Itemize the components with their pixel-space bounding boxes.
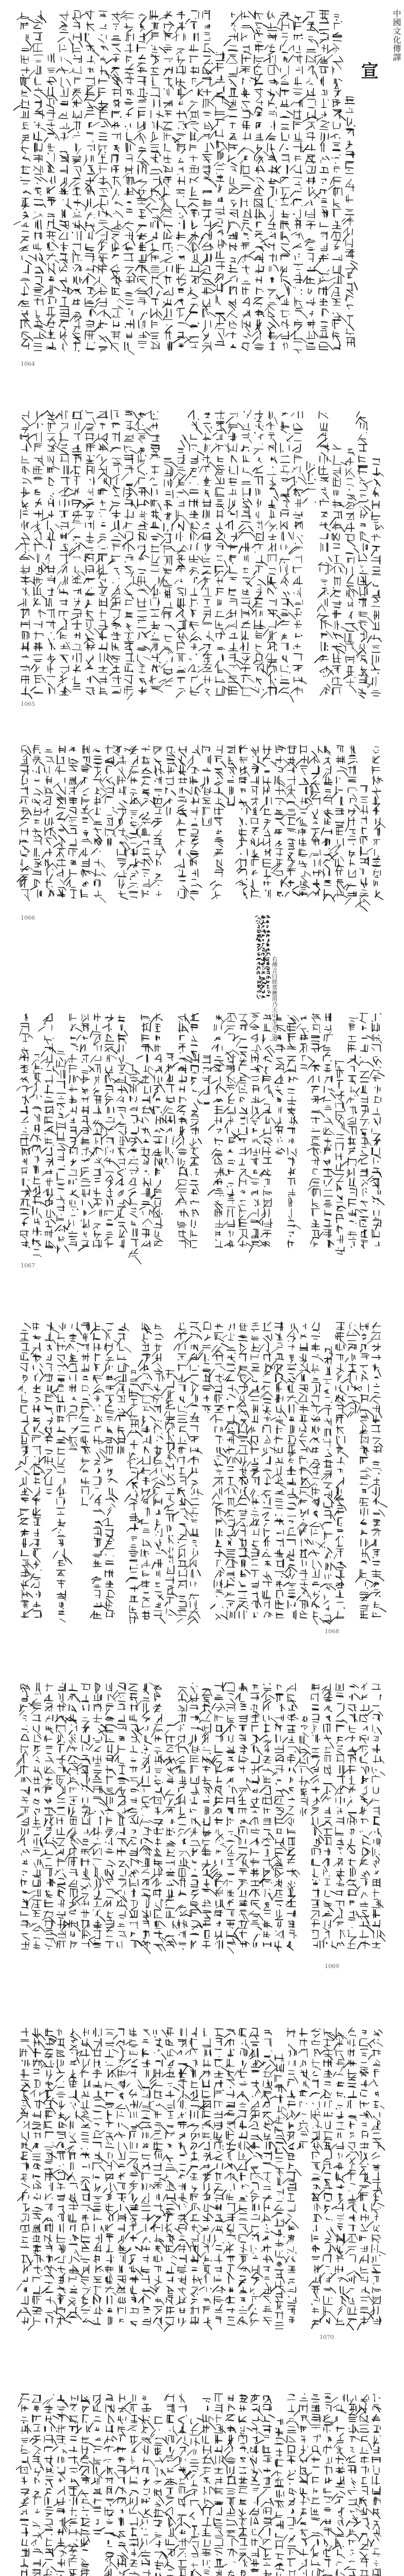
text-column [76,2028,94,2324]
text-column [354,2395,374,2576]
text-column [318,1013,335,1247]
text-column [221,1013,241,1247]
text-column [56,11,73,351]
text-column [221,2395,240,2576]
text-column [197,413,217,696]
text-column [249,2394,265,2576]
text-column [342,97,358,347]
text-column [68,11,86,351]
text-column [356,1683,374,1949]
text-column [342,1018,362,1247]
text-column [87,1683,107,1947]
text-column [26,1323,44,1618]
text-column [330,2395,349,2576]
text-column [309,2029,323,2329]
text-column [190,1013,203,1248]
text-column [315,412,333,696]
text-column [99,1683,119,1947]
text-column [113,1683,129,1948]
text-column [41,1683,57,1950]
text-column [198,1322,214,1413]
text-column [270,2054,289,2329]
text-column [208,1015,226,1247]
text-column [366,1323,388,1617]
text-column [356,2030,373,2330]
text-column [257,1014,276,1247]
text-column [15,1684,35,1950]
text-column [234,1683,250,1947]
text-column [245,1323,261,1617]
text-column [41,411,62,694]
text-block [17,2028,386,2331]
text-column [93,2028,108,2325]
text-column [284,2395,302,2576]
text-column [92,11,112,352]
text-column [200,745,212,826]
text-column [342,2395,362,2576]
text-column [367,1684,385,1948]
text-column [233,1013,252,1247]
text-column [65,2029,84,2323]
text-column [356,1013,374,1248]
text-column [271,1322,289,1618]
text-column [90,2395,103,2534]
text-column [210,745,228,899]
text-column [335,1060,350,1254]
folio-number: 1065 [21,701,35,707]
text-column [67,410,87,689]
text-column [257,2396,274,2576]
text-column [211,411,231,696]
text-column [150,1685,166,1951]
text-column [210,1683,227,1948]
text-column [272,1685,289,1952]
text-column [39,1013,59,1248]
text-block [17,1013,384,1264]
text-column [128,1064,144,1264]
text-column [124,1684,143,1948]
text-column [328,445,349,695]
text-column [89,1013,106,1248]
text-column [294,2394,314,2576]
text-column [342,2028,361,2330]
text-column [199,1055,211,1105]
text-column [79,1322,92,1506]
text-column [260,1322,277,1617]
text-column [134,14,152,348]
text-column [341,1684,362,1948]
text-column [102,745,120,846]
text-column [184,11,203,348]
text-column [185,410,204,695]
text-column [208,52,232,346]
text-column [137,1015,155,1247]
text-column [39,1322,59,1494]
text-column [124,2028,143,2326]
text-column [124,2395,145,2576]
text-column [17,1013,33,1248]
text-column [222,13,240,348]
text-column [106,12,124,352]
folio-number: 1067 [21,1262,35,1269]
text-block [15,410,383,702]
text-column [150,747,165,896]
text-column [55,1683,70,1948]
text-column [282,1683,300,1950]
folio-number: 1066 [21,914,35,921]
text-column [227,745,237,806]
text-column [162,1725,179,1947]
text-column [150,1014,167,1246]
text-column [99,2029,119,2325]
text-column [302,462,316,504]
text-column [55,1051,69,1253]
text-column [196,2399,216,2576]
text-column [278,413,296,702]
text-column [65,1323,83,1450]
text-column [330,2028,349,2325]
text-column [196,2028,217,2330]
text-column [296,1324,313,1618]
text-block [16,2394,384,2576]
text-column [162,1054,175,1164]
text-column [148,2417,168,2576]
text-column [281,746,300,896]
text-column [162,1370,178,1615]
text-column [100,2395,120,2576]
text-column [208,2028,228,2323]
text-column [183,2418,204,2576]
text-column [172,1323,193,1622]
text-column [89,749,106,903]
text-column [224,413,243,696]
text-column [261,412,281,698]
text-column [246,1013,264,1252]
text-column [186,2028,205,2325]
text-column [15,1323,33,1618]
text-column [365,459,383,696]
text-block [15,1322,387,1625]
text-column [16,2394,34,2576]
text-column [53,746,69,897]
text-column [300,12,322,349]
text-column [101,1014,120,1248]
folio-number: 1064 [21,361,35,367]
text-column [196,10,216,352]
text-column [367,747,385,900]
text-column [30,745,44,897]
text-column [76,1684,94,1947]
text-column [237,11,258,351]
text-column [307,1014,325,1247]
text-column [136,1323,157,1619]
text-column [283,1324,299,1619]
text-column [146,10,166,350]
text-column [113,2394,131,2576]
text-column [64,2396,81,2576]
text-column [251,411,267,693]
text-column [287,412,307,695]
text-column [326,14,347,349]
text-column [163,746,177,816]
text-column [261,11,281,350]
text-column [319,1684,338,1948]
text-column [333,1684,348,1946]
text-column [28,411,47,693]
text-column [65,1013,82,1246]
text-column [295,1717,313,1816]
text-column [257,745,278,897]
text-column [330,1323,348,1623]
text-column [173,1014,192,1248]
text-column [30,2395,45,2576]
text-column [356,786,370,911]
text-column [174,2028,193,2326]
text-column [52,1322,72,1622]
text-column [321,746,334,902]
text-column [42,750,58,897]
text-column [172,435,190,698]
text-column [145,411,163,692]
text-column [26,1055,47,1257]
text-column [271,2419,285,2576]
text-column [147,1324,169,1623]
text-column [352,412,374,698]
text-column [222,2028,238,2326]
text-column [173,2394,193,2576]
section-caption: 右傳言曰經常應用乃大中至正之道 [271,956,277,1041]
text-column [297,1015,313,1070]
text-column [235,745,251,899]
text-column [234,2394,252,2576]
text-column [221,1683,241,1954]
folio-number: 1069 [325,1963,339,1970]
text-column [356,1323,374,1618]
text-column [249,11,270,349]
text-column [343,1323,360,1418]
text-column [294,2028,310,2149]
text-column [367,2030,386,2325]
text-column [108,410,125,693]
text-column [44,54,61,350]
text-column [114,1015,132,1248]
text-column [14,13,36,349]
folio-number: 1070 [319,2334,334,2341]
text-column [28,2028,47,2330]
text-column [184,1683,204,1948]
text-column [159,459,178,689]
text-column [249,1685,263,1947]
text-column [137,1683,156,1954]
text-column [77,1014,94,1251]
text-column [172,11,192,347]
text-column [250,747,264,897]
text-column [318,1347,337,1624]
text-column [367,1013,384,1246]
text-column [125,746,142,898]
text-column [330,745,347,899]
text-column [289,15,308,353]
text-column [76,745,95,897]
text-column [29,10,48,350]
text-block [15,1683,385,1954]
text-column [187,745,201,900]
text-block [14,10,358,354]
text-column [314,10,333,350]
text-column [93,411,113,695]
text-column [284,1015,300,1248]
text-column [283,2028,301,2323]
folio-number: 1068 [325,1628,339,1635]
text-column [210,1324,228,1620]
text-column [367,2394,384,2576]
text-column [40,2029,58,2324]
text-column [209,2394,227,2576]
text-column [276,12,294,350]
text-column [199,1688,217,1948]
text-column [136,2029,157,2325]
text-column [101,1324,119,1617]
text-column [15,411,36,699]
text-column [114,746,130,900]
text-column [310,1684,324,1948]
text-column [17,2028,33,2324]
text-column [81,411,100,694]
text-column [50,2395,71,2576]
text-column [293,745,312,896]
text-column [175,747,192,899]
title-glyph: 宣 [356,62,381,79]
header-label: 中國文化傳譯 [391,9,402,62]
text-column [272,746,290,897]
text-column [306,2394,325,2576]
text-column [17,745,32,901]
text-block [17,745,385,911]
text-column [55,411,73,696]
text-column [257,1684,278,1947]
text-column [184,1323,204,1625]
text-column [223,1324,241,1619]
text-column [246,2028,263,2327]
margin-annotation [256,916,271,999]
text-column [233,2028,252,2325]
text-column [64,747,78,899]
text-column [112,2028,130,2322]
text-column [173,1687,191,1950]
text-column [29,1683,45,1949]
text-column [134,413,151,695]
text-column [63,1684,83,1948]
